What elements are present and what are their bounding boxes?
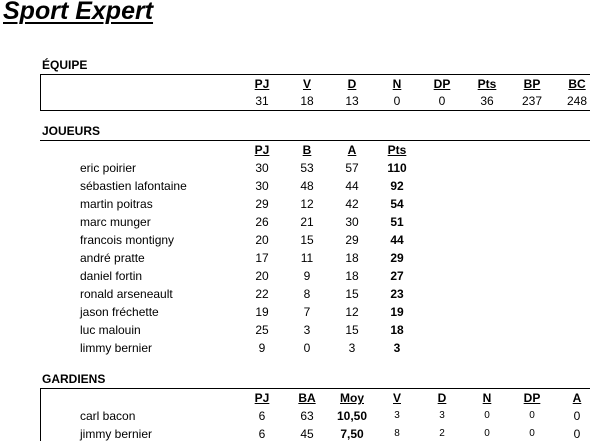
player-name: luc malouin: [80, 323, 141, 337]
goalie-v: 8: [394, 428, 400, 439]
goalies-header-d: D: [437, 391, 447, 405]
goalies-header-a: A: [572, 391, 582, 405]
player-pts: 92: [390, 179, 404, 193]
goalies-header-v: V: [392, 391, 401, 405]
player-a: 44: [345, 179, 359, 193]
goalies-header-ba: BA: [298, 391, 316, 405]
goalie-a: 0: [573, 427, 581, 441]
player-b: 7: [303, 305, 311, 319]
player-name: marc munger: [80, 215, 151, 229]
goalie-n: 0: [484, 410, 490, 421]
player-pj: 25: [255, 323, 269, 337]
team-header-n: N: [392, 77, 402, 91]
team-header-v: V: [302, 77, 311, 91]
player-pj: 19: [255, 305, 269, 319]
players-divider: [40, 140, 590, 141]
player-a: 57: [345, 161, 359, 175]
player-a: 15: [345, 287, 359, 301]
player-b: 3: [303, 323, 311, 337]
player-pj: 22: [255, 287, 269, 301]
player-pts: 44: [390, 233, 404, 247]
player-name: francois montigny: [80, 233, 175, 247]
goalies-header-n: N: [482, 391, 492, 405]
team-value-v: 18: [300, 94, 314, 108]
player-b: 12: [300, 197, 314, 211]
player-pts: 3: [393, 341, 401, 355]
player-name: jason fréchette: [80, 305, 159, 319]
player-a: 29: [345, 233, 359, 247]
goalie-v: 3: [394, 410, 400, 421]
player-name: limmy bernier: [80, 341, 153, 355]
team-value-pts: 36: [480, 94, 494, 108]
player-pj: 9: [258, 341, 266, 355]
player-name: andré pratte: [80, 251, 145, 265]
goalie-name: jimmy bernier: [80, 427, 153, 441]
player-a: 18: [345, 269, 359, 283]
goalie-moy: 10,50: [336, 409, 368, 423]
team-divider: [40, 74, 590, 75]
player-pts: 19: [390, 305, 404, 319]
team-header-bp: BP: [523, 77, 541, 91]
goalie-dp: 0: [529, 410, 535, 421]
player-pts: 110: [387, 161, 407, 175]
goalies-header-pj: PJ: [254, 391, 270, 405]
goalie-n: 0: [484, 428, 490, 439]
team-header-d: D: [347, 77, 357, 91]
player-a: 12: [345, 305, 359, 319]
player-a: 3: [348, 341, 356, 355]
player-b: 0: [303, 341, 311, 355]
player-a: 15: [345, 323, 359, 337]
player-name: ronald arseneault: [80, 287, 173, 301]
player-name: daniel fortin: [80, 269, 143, 283]
team-value-dp: 0: [438, 94, 446, 108]
goalie-pj: 6: [258, 409, 266, 423]
goalie-name: carl bacon: [80, 409, 136, 423]
goalie-a: 0: [573, 409, 581, 423]
player-b: 11: [300, 251, 314, 265]
goalies-left-border: [40, 388, 41, 441]
team-header-pj: PJ: [254, 77, 270, 91]
team-header-dp: DP: [433, 77, 451, 91]
player-name: sébastien lafontaine: [80, 179, 187, 193]
goalie-d: 3: [439, 410, 445, 421]
player-pj: 30: [255, 179, 269, 193]
player-pj: 17: [255, 251, 269, 265]
goalies-header-moy: Moy: [340, 391, 364, 405]
players-header-b: B: [302, 143, 312, 157]
player-pj: 20: [255, 269, 269, 283]
player-pj: 26: [255, 215, 269, 229]
player-pts: 29: [390, 251, 404, 265]
player-b: 21: [300, 215, 314, 229]
team-value-n: 0: [393, 94, 401, 108]
team-left-border: [40, 74, 41, 111]
goalie-d: 2: [439, 428, 445, 439]
player-pts: 54: [390, 197, 404, 211]
player-a: 42: [345, 197, 359, 211]
goalies-header-dp: DP: [523, 391, 541, 405]
player-name: eric poirier: [80, 161, 137, 175]
goalie-pj: 6: [258, 427, 266, 441]
player-b: 9: [303, 269, 311, 283]
page-title: Sport Expert: [3, 0, 154, 25]
player-b: 48: [300, 179, 314, 193]
players-header-pts: Pts: [387, 143, 407, 157]
goalie-ba: 45: [300, 427, 314, 441]
team-section-title: ÉQUIPE: [42, 58, 88, 72]
player-a: 30: [345, 215, 359, 229]
player-pts: 18: [390, 323, 404, 337]
goalie-ba: 63: [300, 409, 314, 423]
player-pj: 20: [255, 233, 269, 247]
team-value-pj: 31: [255, 94, 269, 108]
team-value-bp: 237: [521, 94, 543, 108]
team-header-bc: BC: [568, 77, 586, 91]
player-b: 15: [300, 233, 314, 247]
team-value-bc: 248: [566, 94, 588, 108]
goalies-section-title: GARDIENS: [42, 372, 106, 386]
goalie-moy: 7,50: [340, 427, 364, 441]
players-section-title: JOUEURS: [42, 124, 101, 138]
players-header-pj: PJ: [254, 143, 270, 157]
goalie-dp: 0: [529, 428, 535, 439]
player-b: 8: [303, 287, 311, 301]
team-bottom-divider: [40, 110, 590, 111]
player-b: 53: [300, 161, 314, 175]
goalies-divider: [40, 388, 590, 389]
player-pts: 51: [390, 215, 404, 229]
player-name: martin poitras: [80, 197, 153, 211]
player-pj: 29: [255, 197, 269, 211]
player-a: 18: [345, 251, 359, 265]
player-pj: 30: [255, 161, 269, 175]
player-pts: 27: [390, 269, 404, 283]
team-value-d: 13: [345, 94, 359, 108]
team-header-pts: Pts: [477, 77, 497, 91]
players-header-a: A: [347, 143, 357, 157]
player-pts: 23: [390, 287, 404, 301]
